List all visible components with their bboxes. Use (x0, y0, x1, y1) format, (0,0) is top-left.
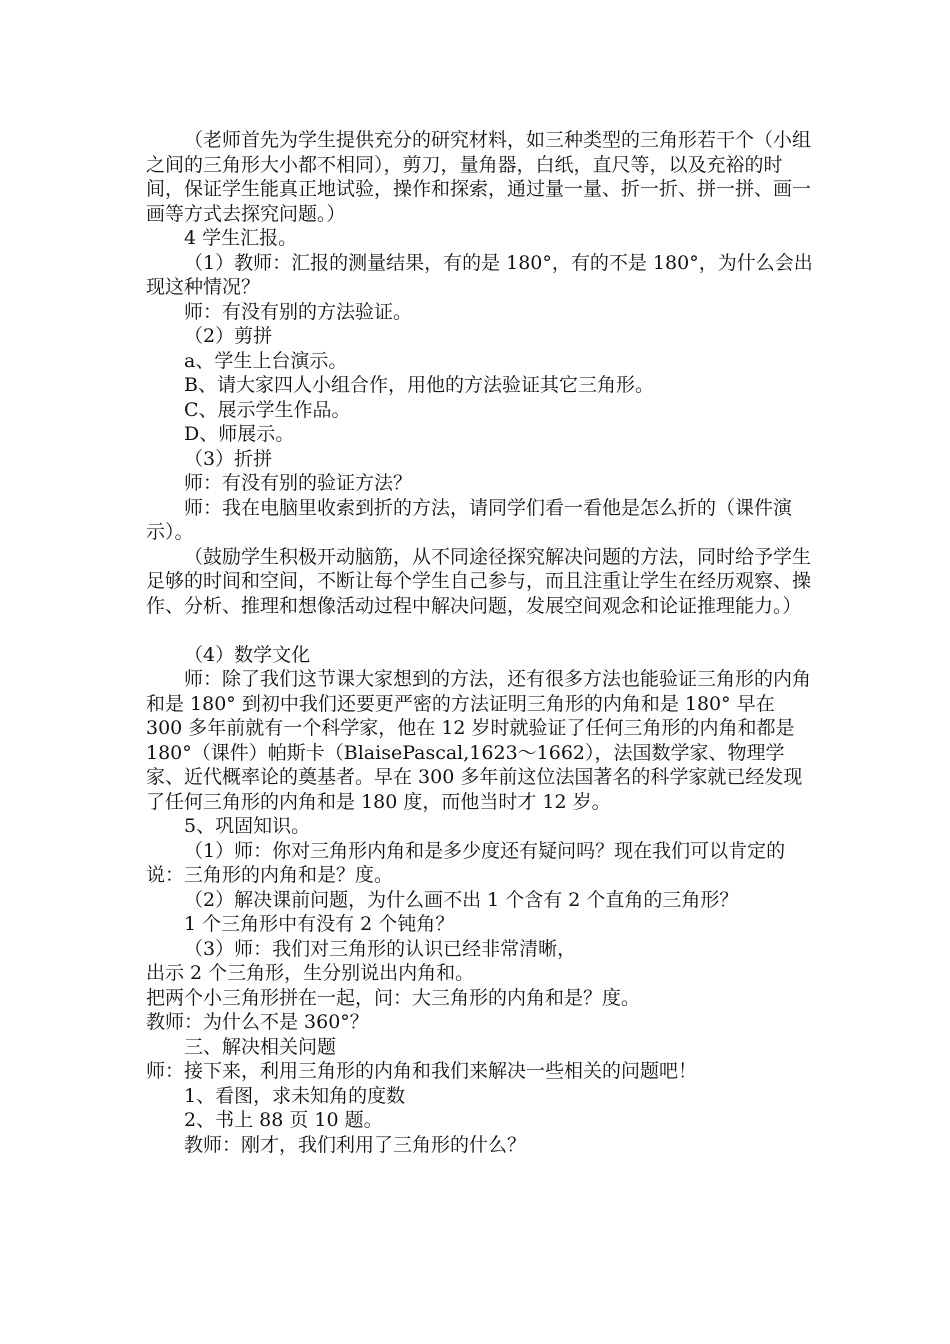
paragraph-right-angles: （2）解决课前问题，为什么画不出 1 个含有 2 个直角的三角形？ (184, 888, 739, 911)
paragraph-why-not-360: 教师：为什么不是 360°？ (146, 1011, 369, 1033)
paragraph-doubt-question: （1）师：你对三角形内角和是多少度还有疑问吗？现在我们可以肯定的说：三角形的内角和是？度。 (146, 839, 786, 886)
paragraph-combine-triangles: 把两个小三角形拼在一起，问：大三角形的内角和是？度。 (146, 986, 641, 1009)
paragraph-other-verify: 师：有没有别的验证方法？ (184, 472, 413, 494)
paragraph-item-c: C、展示学生作品。 (184, 398, 351, 421)
paragraph-clear-understanding: （3）师：我们对三角形的认识已经非常清晰， (184, 937, 577, 960)
paragraph-consolidate: 5、巩固知识。 (184, 815, 311, 837)
paragraph-what-used: 教师：刚才，我们利用了三角形的什么？ (184, 1133, 527, 1156)
paragraph-item-a: a、学生上台演示。 (184, 349, 348, 372)
paragraph-fold-join: （3）折拼 (184, 447, 273, 470)
paragraph-unknown-angle: 1、看图，求未知角的度数 (184, 1084, 406, 1107)
paragraph-obtuse-angles: 1 个三角形中有没有 2 个钝角？ (184, 913, 455, 935)
paragraph-item-d: D、师展示。 (184, 423, 295, 445)
paragraph-item-b: B、请大家四人小组合作，用他的方法验证其它三角形。 (184, 374, 654, 396)
text-block-1 (146, 128, 814, 1157)
paragraph-math-culture: （4）数学文化 (184, 643, 311, 666)
paragraph-book-page: 2、书上 88 页 10 题。 (184, 1109, 383, 1131)
paragraph-measure-result: （1）教师：汇报的测量结果，有的是 180°，有的不是 180°，为什么会出现这种情况？ (146, 251, 813, 298)
paragraph-next-solve: 师：接下来，利用三角形的内角和我们来解决一些相关的问题吧！ (146, 1060, 698, 1082)
paragraph-other-method: 师：有没有别的方法验证。 (184, 300, 413, 323)
paragraph-pascal: 师：除了我们这节课大家想到的方法，还有很多方法也能验证三角形的内角和是 180° 到初中我们还要更严密的方法证明三角形的内角和是 180° 早在 300 多年前就有一个科学家，他在 12 岁时就验证了任何三角形的内角和都是 180°（课件）帕斯卡（BlaisePascal,1623～1662），法国数学家、物理学家、近代概率论的奠基者。早在 300 多年前这位法国著名的科学家就已经发现了任何三角形的内角和是 180 度，而他当时才 12 岁。 (146, 668, 812, 813)
paragraph-encourage: （鼓励学生积极开动脑筋，从不同途径探究解决问题的方法，同时给予学生足够的时间和空间，不断让每个学生自己参与，而且注重让学生在经历观察、操作、分析、推理和想像活动过程中解决问题，发展空间观念和论证推理能力。） (146, 545, 812, 617)
paragraph-research-materials: （老师首先为学生提供充分的研究材料，如三种类型的三角形若干个（小组之间的三角形大小都不相同），剪刀，量角器，白纸，直尺等，以及充裕的时间，保证学生能真正地试验，操作和探索，通过量一量、折一折、拼一拼、画一画等方式去探究问题。） (146, 129, 812, 225)
paragraph-computer-fold: 师：我在电脑里收索到折的方法，请同学们看一看他是怎么折的（课件演示）。 (146, 496, 793, 543)
heading-related-problems: 三、解决相关问题 (184, 1035, 337, 1058)
blank-line (146, 618, 814, 643)
paragraph-show-two-triangles: 出示 2 个三角形，生分别说出内角和。 (146, 962, 475, 984)
paragraph-cut-join: （2）剪拼 (184, 325, 273, 347)
paragraph-student-report: 4 学生汇报。 (184, 227, 298, 249)
